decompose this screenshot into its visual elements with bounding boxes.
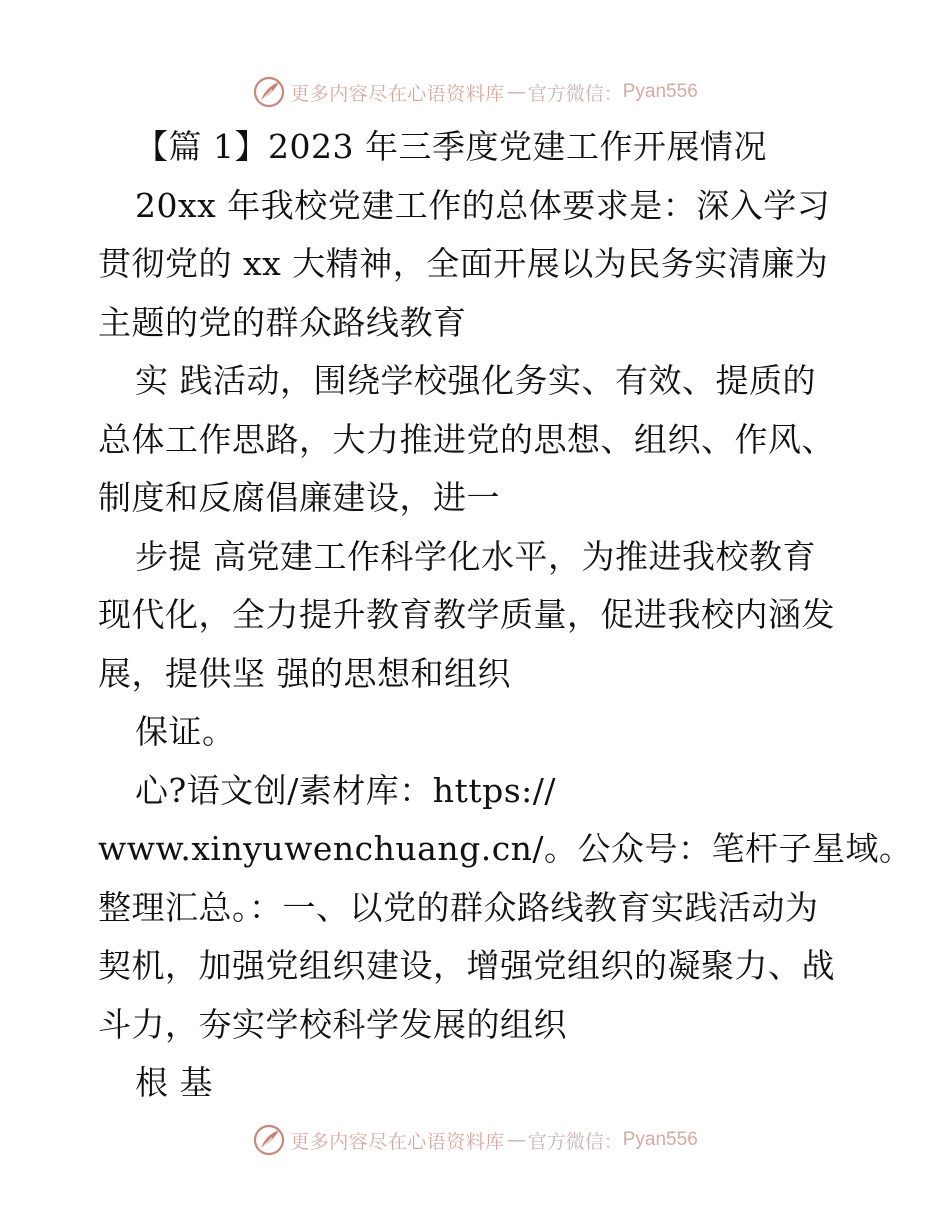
footer-brand: 更多内容尽在心语资料库 — [290, 1130, 505, 1153]
text-line: 整理汇总。：一、以党的群众路线教育实践活动为 — [98, 887, 819, 927]
document-body — [98, 118, 913, 1113]
header-watermark — [0, 72, 950, 112]
text-line: 主题的党的群众路线教育 — [98, 302, 467, 342]
document-title: 【篇 1】2023 年三季度党建工作开展情况 — [135, 127, 767, 166]
footer-watermark — [0, 1120, 950, 1160]
feather-logo-icon — [252, 1123, 286, 1157]
header-separator: — — [506, 81, 526, 103]
text-line: 制度和反腐倡廉建设，进一 — [98, 478, 500, 517]
footer-contact-label: 官方微信： — [527, 1130, 623, 1153]
feather-logo-icon — [252, 75, 286, 109]
text-line: 总体工作思路，大力推进党的思想、组织、作风、 — [98, 419, 835, 459]
text-line: 契机，加强党组织建设，增强党组织的凝聚力、战 — [98, 946, 835, 985]
header-wechat-id: Pyan556 — [622, 81, 698, 102]
text-line: 贯彻党的 xx 大精神，全面开展以为民务实清廉为 — [98, 244, 829, 283]
text-line: 根 基 — [135, 1063, 213, 1102]
footer-separator: — — [506, 1129, 526, 1151]
footer-wechat-id: Pyan556 — [622, 1129, 698, 1150]
text-line: 斗力，夯实学校科学发展的组织 — [98, 1004, 567, 1044]
text-line: www.xinyuwenchuang.cn/。公众号：笔杆子星域。 — [98, 829, 913, 868]
text-line: 20xx 年我校党建工作的总体要求是：深入学习 — [135, 185, 831, 225]
text-line: 现代化，全力提升教育教学质量，促进我校内涵发 — [98, 595, 835, 634]
text-line: 保证。 — [135, 712, 236, 751]
text-line: 心?语文创/素材库：https:// — [135, 770, 557, 810]
header-brand: 更多内容尽在心语资料库 — [290, 82, 505, 105]
text-line: 实 践活动，围绕学校强化务实、有效、提质的 — [135, 361, 816, 400]
text-line: 步提 高党建工作科学化水平，为推进我校教育 — [135, 536, 816, 576]
header-contact-label: 官方微信： — [527, 82, 623, 105]
text-line: 展，提供坚 强的思想和组织 — [98, 653, 511, 693]
